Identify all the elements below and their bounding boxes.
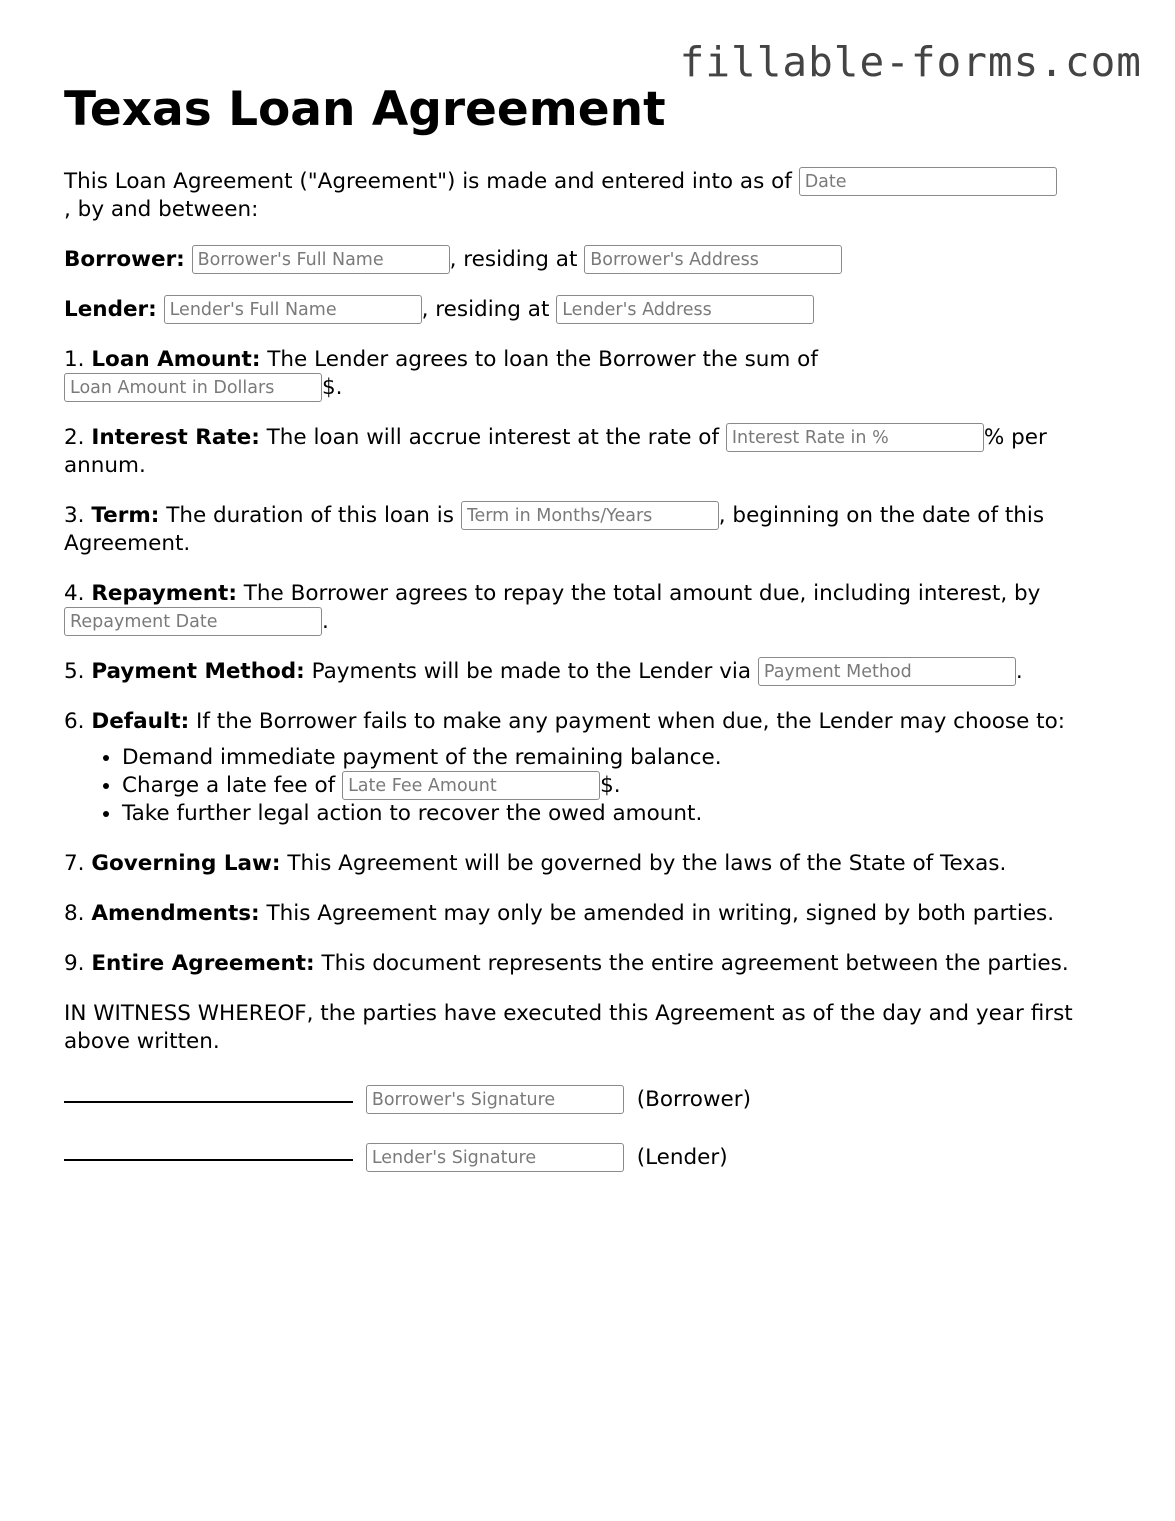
signature-line xyxy=(64,1136,353,1164)
agreement-body xyxy=(64,168,1114,1194)
section-payment-method xyxy=(64,658,1114,686)
section-text: Payments will be made to the Lender via xyxy=(311,659,752,684)
lender-row xyxy=(64,296,1114,324)
section-heading: Default: xyxy=(91,709,190,734)
borrower-signature-field[interactable] xyxy=(366,1085,624,1114)
section-suffix: . xyxy=(322,609,329,634)
lender-label: Lender: xyxy=(64,297,157,322)
borrower-signature-row xyxy=(64,1078,1114,1114)
section-heading: Entire Agreement: xyxy=(91,951,315,976)
borrower-address-field[interactable] xyxy=(584,245,842,274)
borrower-row xyxy=(64,246,1114,274)
section-heading: Payment Method: xyxy=(91,659,305,684)
loan-amount-field[interactable] xyxy=(64,373,322,402)
intro-text: This Loan Agreement ("Agreement") is made and entered into as of xyxy=(64,169,792,194)
section-heading: Interest Rate: xyxy=(91,425,260,450)
lender-signature-label: (Lender) xyxy=(636,1145,728,1170)
borrower-residing-text: , residing at xyxy=(449,247,578,272)
section-heading: Repayment: xyxy=(91,581,237,606)
section-number: 4. xyxy=(64,581,85,606)
bullet-text: Charge a late fee of xyxy=(122,773,336,798)
borrower-label: Borrower: xyxy=(64,247,185,272)
list-item xyxy=(122,800,1114,828)
bullet-text: Take further legal action to recover the owed amount. xyxy=(122,801,703,826)
section-number: 2. xyxy=(64,425,85,450)
section-number: 1. xyxy=(64,347,85,372)
page-title: Texas Loan Agreement xyxy=(64,82,666,137)
section-text: The loan will accrue interest at the rate of xyxy=(266,425,720,450)
section-text: The Borrower agrees to repay the total amount due, including interest, by xyxy=(243,581,1041,606)
lender-residing-text: , residing at xyxy=(421,297,550,322)
section-governing-law xyxy=(64,850,1114,878)
section-number: 9. xyxy=(64,951,85,976)
section-entire-agreement xyxy=(64,950,1114,978)
witness-paragraph: IN WITNESS WHEREOF, the parties have executed this Agreement as of the day and year first above written. xyxy=(64,1001,1073,1054)
section-loan-amount xyxy=(64,346,1114,402)
section-suffix: $. xyxy=(322,375,343,400)
section-heading: Amendments: xyxy=(91,901,260,926)
signature-line xyxy=(64,1078,353,1106)
lender-name-field[interactable] xyxy=(164,295,422,324)
default-options-list xyxy=(64,744,1114,828)
date-field[interactable] xyxy=(799,167,1057,196)
section-number: 7. xyxy=(64,851,85,876)
section-suffix: . xyxy=(1015,659,1023,684)
section-text: This Agreement will be governed by the laws of the State of Texas. xyxy=(287,851,1007,876)
term-field[interactable] xyxy=(461,501,719,530)
list-item xyxy=(122,772,1114,800)
section-text: The duration of this loan is xyxy=(166,503,454,528)
section-suffix: , beginning on the date of this Agreement. xyxy=(64,503,1045,556)
section-text: This Agreement may only be amended in writing, signed by both parties. xyxy=(266,901,1055,926)
section-amendments xyxy=(64,900,1114,928)
watermark: fillable-forms.com xyxy=(679,38,1142,86)
section-number: 8. xyxy=(64,901,85,926)
section-text: The Lender agrees to loan the Borrower the sum of xyxy=(267,347,818,372)
lender-signature-field[interactable] xyxy=(366,1143,624,1172)
section-default xyxy=(64,708,1114,736)
section-repayment xyxy=(64,580,1114,636)
lender-signature-row xyxy=(64,1136,1114,1172)
interest-rate-field[interactable] xyxy=(726,423,984,452)
section-heading: Term: xyxy=(91,503,160,528)
list-item xyxy=(122,744,1114,772)
bullet-suffix: $. xyxy=(600,773,621,798)
borrower-signature-label: (Borrower) xyxy=(636,1087,752,1112)
section-interest-rate xyxy=(64,424,1114,480)
intro-text-after: , by and between: xyxy=(64,197,259,222)
section-number: 3. xyxy=(64,503,85,528)
intro-paragraph xyxy=(64,168,1114,224)
borrower-name-field[interactable] xyxy=(192,245,450,274)
payment-method-field[interactable] xyxy=(758,657,1016,686)
repayment-date-field[interactable] xyxy=(64,607,322,636)
section-number: 6. xyxy=(64,709,85,734)
section-suffix: % per annum. xyxy=(64,425,1047,478)
late-fee-field[interactable] xyxy=(342,771,600,800)
section-number: 5. xyxy=(64,659,85,684)
bullet-text: Demand immediate payment of the remaining balance. xyxy=(122,745,722,770)
section-text: If the Borrower fails to make any payment when due, the Lender may choose to: xyxy=(196,709,1065,734)
section-term xyxy=(64,502,1114,558)
section-heading: Governing Law: xyxy=(91,851,281,876)
section-text: This document represents the entire agreement between the parties. xyxy=(321,951,1069,976)
lender-address-field[interactable] xyxy=(556,295,814,324)
section-heading: Loan Amount: xyxy=(91,347,261,372)
